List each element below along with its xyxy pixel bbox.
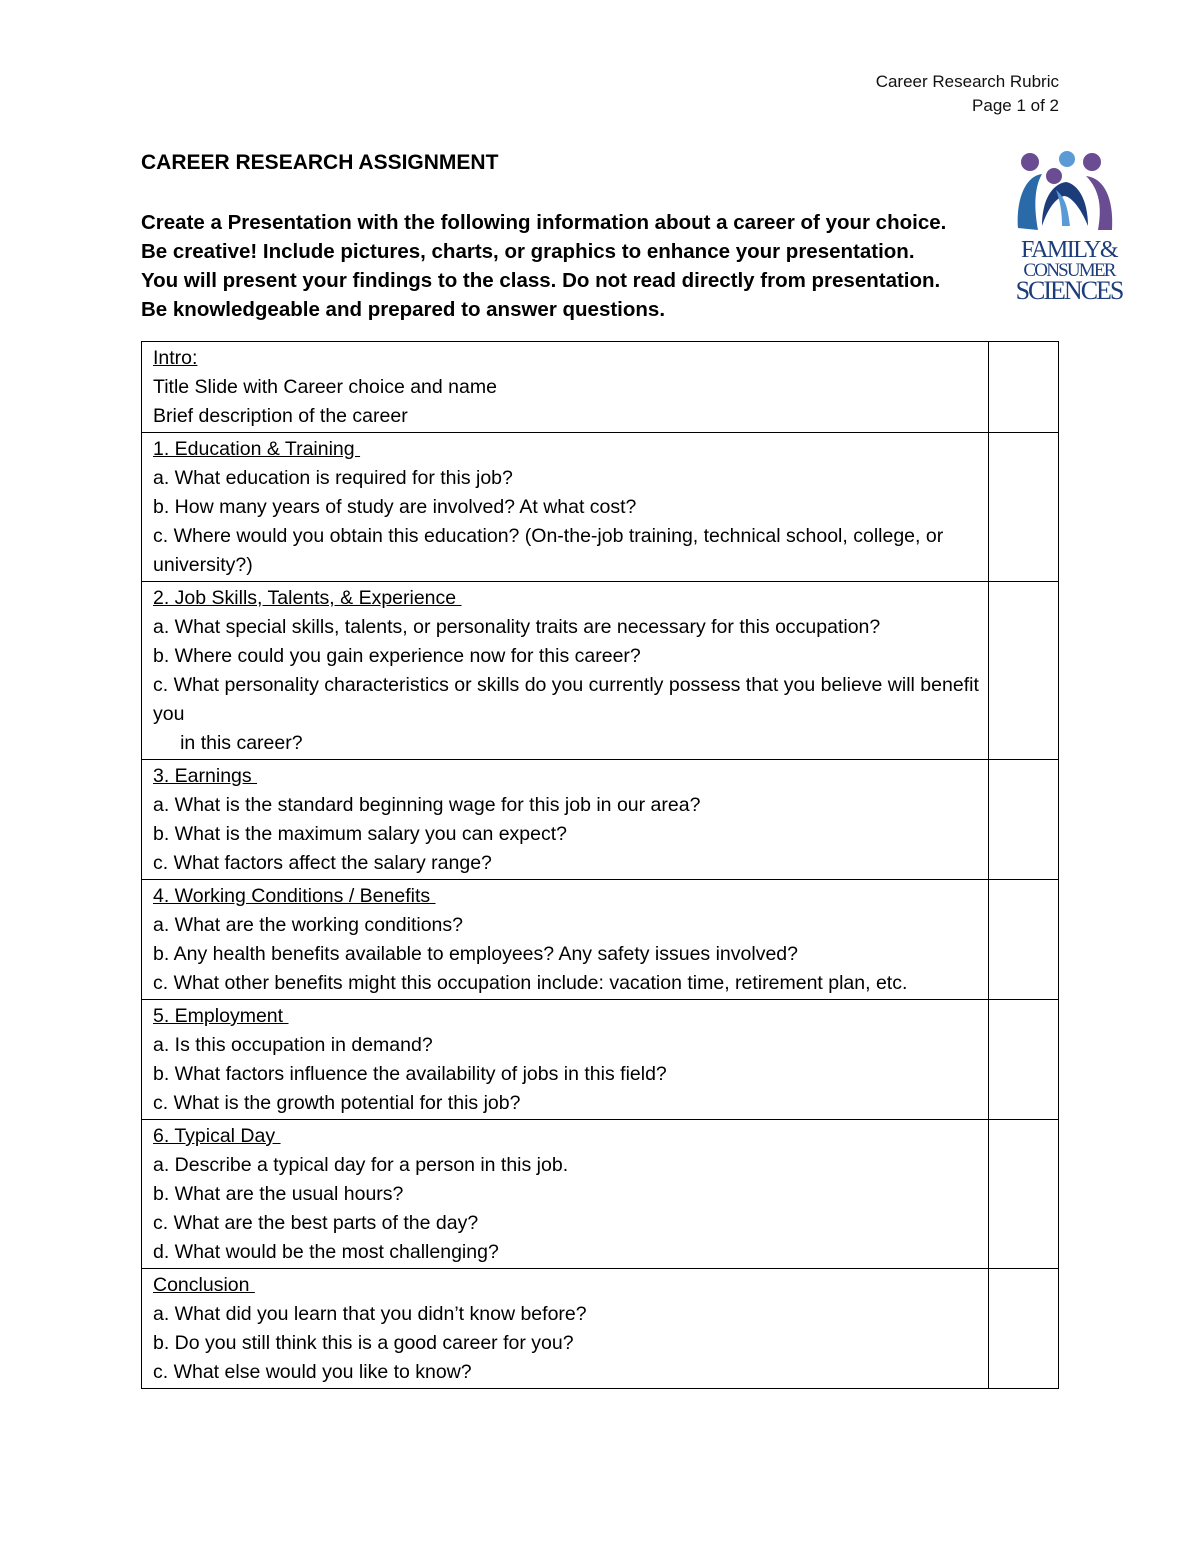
running-header (876, 70, 1059, 118)
rubric-row-job-skills (142, 582, 1059, 760)
section-title: 6. Typical Day (153, 1125, 281, 1147)
rubric-criteria-cell (142, 582, 989, 760)
rubric-row-earnings (142, 760, 1059, 880)
rubric-criteria-cell (142, 760, 989, 880)
criteria-line: b. What are the usual hours? (153, 1183, 404, 1205)
instruction-line: Be creative! Include pictures, charts, or graphics to enhance your presentation. (141, 240, 915, 263)
criteria-line: c. What personality characteristics or skills do you currently possess that you believe will benefit you (153, 674, 985, 725)
rubric-row-education (142, 433, 1059, 582)
rubric-row-employment (142, 1000, 1059, 1120)
family-figures-icon (1008, 150, 1130, 250)
rubric-row-conclusion (142, 1269, 1059, 1389)
section-title: 2. Job Skills, Talents, & Experience (153, 587, 462, 609)
section-title: 1. Education & Training (153, 438, 361, 460)
section-title: Conclusion (153, 1274, 255, 1296)
score-cell[interactable] (989, 582, 1059, 760)
instruction-line: You will present your findings to the class. Do not read directly from presentation. (141, 269, 941, 292)
score-cell[interactable] (989, 1000, 1059, 1120)
logo-text-family: FAMILY& (1021, 237, 1117, 263)
criteria-line: b. How many years of study are involved? At what cost? (153, 496, 637, 518)
criteria-line: a. Is this occupation in demand? (153, 1034, 433, 1056)
criteria-line: c. What is the growth potential for this job? (153, 1092, 521, 1114)
rubric-criteria-cell (142, 880, 989, 1000)
score-cell[interactable] (989, 1120, 1059, 1269)
section-title: 5. Employment (153, 1005, 289, 1027)
score-cell[interactable] (989, 433, 1059, 582)
criteria-line: a. What special skills, talents, or personality traits are necessary for this occupation? (153, 616, 881, 638)
assignment-title: CAREER RESEARCH ASSIGNMENT (141, 151, 499, 174)
rubric-row-typical-day (142, 1120, 1059, 1269)
logo-text-consumer: CONSUMER (1023, 260, 1115, 281)
rubric-row-intro (142, 342, 1059, 433)
rubric-table (141, 341, 1059, 1389)
criteria-line: a. What did you learn that you didn’t know before? (153, 1303, 587, 1325)
header-doc-name: Career Research Rubric (875, 72, 1059, 91)
section-title: 3. Earnings (153, 765, 258, 787)
criteria-line: c. What other benefits might this occupation include: vacation time, retirement plan, etc. (153, 972, 908, 994)
criteria-line: a. What education is required for this job? (153, 467, 513, 489)
score-cell[interactable] (989, 760, 1059, 880)
section-title: Intro: (153, 347, 198, 369)
rubric-criteria-cell (142, 1269, 989, 1389)
criteria-line: b. Any health benefits available to employees? Any safety issues involved? (153, 943, 798, 965)
criteria-line: in this career? (153, 732, 303, 754)
section-title: 4. Working Conditions / Benefits (153, 885, 436, 907)
criteria-line: a. What is the standard beginning wage for this job in our area? (153, 794, 701, 816)
header-page-number: Page 1 of 2 (972, 96, 1059, 115)
criteria-line: b. What factors influence the availability of jobs in this field? (153, 1063, 667, 1085)
criteria-line: d. What would be the most challenging? (153, 1241, 499, 1263)
criteria-line: c. What else would you like to know? (153, 1361, 472, 1383)
criteria-line: b. Where could you gain experience now for this career? (153, 645, 641, 667)
fcs-logo (1008, 150, 1130, 305)
criteria-line: b. What is the maximum salary you can expect? (153, 823, 568, 845)
criteria-line: a. Describe a typical day for a person in this job. (153, 1154, 569, 1176)
criteria-line: c. Where would you obtain this education? (On-the-job training, technical school, college, or university?) (153, 525, 949, 576)
score-cell[interactable] (989, 342, 1059, 433)
rubric-criteria-cell (142, 1000, 989, 1120)
rubric-criteria-cell (142, 433, 989, 582)
criteria-line: b. Do you still think this is a good career for you? (153, 1332, 574, 1354)
logo-text-sciences: SCIENCES (1015, 276, 1123, 305)
instruction-line: Be knowledgeable and prepared to answer questions. (141, 298, 666, 321)
criteria-line: Title Slide with Career choice and name (153, 376, 497, 398)
rubric-criteria-cell (142, 1120, 989, 1269)
criteria-line: c. What factors affect the salary range? (153, 852, 492, 874)
criteria-line: a. What are the working conditions? (153, 914, 464, 936)
criteria-line: c. What are the best parts of the day? (153, 1212, 479, 1234)
score-cell[interactable] (989, 1269, 1059, 1389)
assignment-instructions (141, 208, 991, 324)
rubric-criteria-cell (142, 342, 989, 433)
score-cell[interactable] (989, 880, 1059, 1000)
criteria-line: Brief description of the career (153, 405, 408, 427)
instruction-line: Create a Presentation with the following information about a career of your choice. (141, 211, 947, 234)
rubric-row-working-conditions (142, 880, 1059, 1000)
